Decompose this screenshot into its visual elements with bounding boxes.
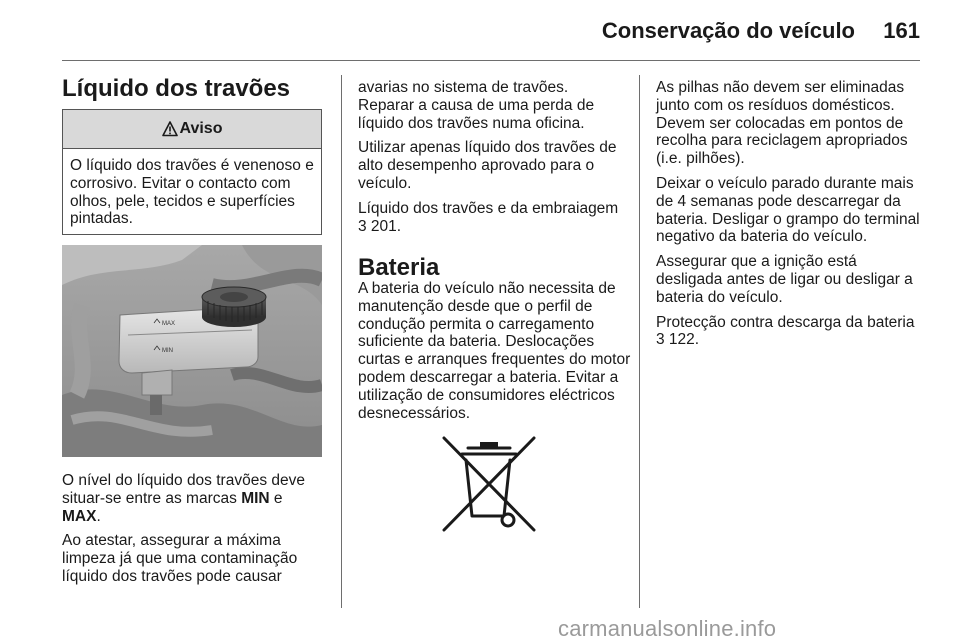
paragraph-discharge-protection: Protecção contra descarga da bateria 3 122. xyxy=(656,313,915,349)
paragraph-parked-vehicle: Deixar o veículo parado durante mais de 4 semanas pode descarregar da bateria. Desligar o grampo do terminal negativo da bateria do veículo. xyxy=(656,174,920,246)
paragraph-ignition-off: Assegurar que a ignição está desligada antes de ligar ou desligar a bateria do veículo. xyxy=(656,253,913,306)
max-mark-label: MAX xyxy=(162,321,176,327)
paragraph-min-max: O nível do líquido dos travões deve situar-se entre as marcas MIN e MAX. xyxy=(62,472,305,525)
column-2-battery xyxy=(358,280,633,429)
column-1-body xyxy=(62,472,324,593)
paragraph-refill-cleanliness: Ao atestar, assegurar a máxima limpeza já que uma contaminação líquido dos travões pode causar xyxy=(62,532,298,585)
watermark: carmanualsonline.info xyxy=(558,616,777,641)
running-header-title: Conservação do veículo xyxy=(601,18,855,43)
column-divider-1 xyxy=(341,75,342,608)
warning-header xyxy=(63,110,321,149)
column-divider-2 xyxy=(639,75,640,608)
warning-title: Aviso xyxy=(179,120,223,137)
column-2-top xyxy=(358,79,628,242)
crossed-out-wheelie-bin-icon xyxy=(434,434,544,536)
section-title-battery: Bateria xyxy=(358,254,440,281)
brake-fluid-reservoir-photo xyxy=(62,245,322,457)
paragraph-cross-reference: Líquido dos travões e da embraiagem 3 201. xyxy=(358,199,619,235)
header-rule xyxy=(62,60,920,61)
max-mark-text: MAX xyxy=(62,507,97,525)
page-reference[interactable]: 3 122. xyxy=(656,331,700,349)
min-mark-text: MIN xyxy=(241,489,270,507)
page-reference[interactable]: 3 201. xyxy=(358,217,402,235)
paragraph-approved-fluid: Utilizar apenas líquido dos travões de alto desempenho aprovado para o veículo. xyxy=(358,139,617,192)
warning-box xyxy=(62,109,322,235)
section-title-brake-fluid: Líquido dos travões xyxy=(62,75,291,102)
paragraph-brake-faults: avarias no sistema de travões. Reparar a causa de uma perda de líquido dos travões numa oficina. xyxy=(358,79,595,132)
paragraph-battery-maintenance: A bateria do veículo não necessita de manutenção desde que o perfil de condução permita o carregamento suficiente da bateria. Deslocações curtas e arranques frequentes do motor podem descarregar a bateria. Evitar a utilização de consumidores eléctricos desnecessários. xyxy=(358,280,631,422)
column-3-body xyxy=(656,79,922,356)
paragraph-battery-disposal: As pilhas não devem ser eliminadas junto com os resíduos domésticos. Devem ser colocadas em pontos de recolha para reciclagem apropriados (i.e. pilhões). xyxy=(656,79,908,168)
page-number: 161 xyxy=(883,18,920,43)
warning-text: O líquido dos travões é venenoso e corrosivo. Evitar o contacto com olhos, pele, tecidos e superfícies pintadas. xyxy=(70,157,314,228)
warning-triangle-icon xyxy=(162,121,178,137)
min-mark-label: MIN xyxy=(162,348,173,354)
